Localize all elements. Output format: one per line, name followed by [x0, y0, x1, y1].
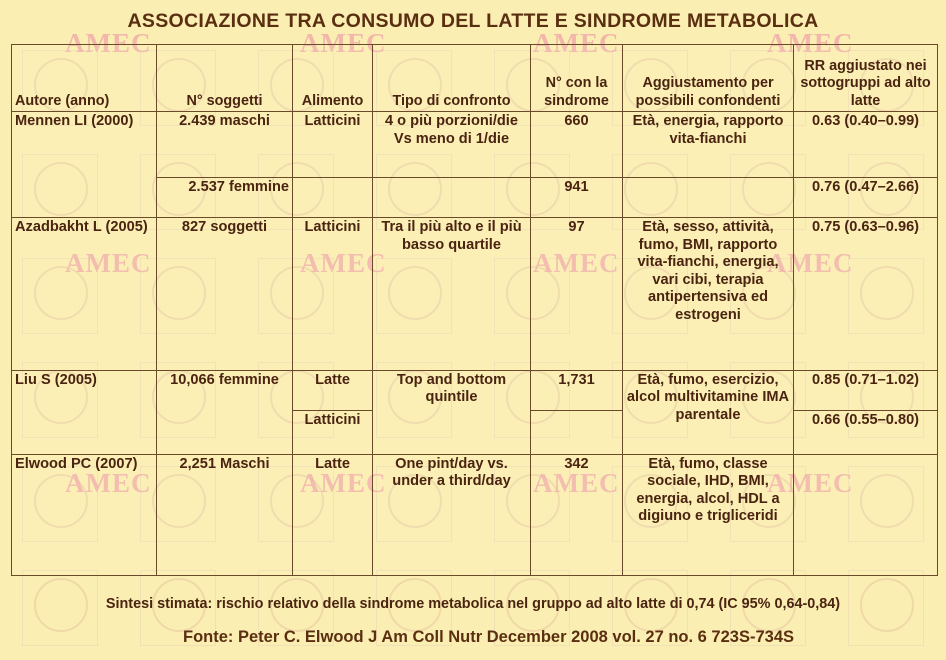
- cell-rr: 0.66 (0.55–0.80): [794, 410, 938, 454]
- source-citation: Fonte: Peter C. Elwood J Am Coll Nutr December 2008 vol. 27 no. 6 723S-734S: [183, 628, 794, 646]
- table-row: [12, 454, 938, 575]
- watermark-logo: AMEC: [767, 468, 854, 498]
- cell-food: Latticini: [293, 410, 373, 454]
- watermark-logo: AMEC: [65, 28, 152, 58]
- header-food: Alimento: [293, 45, 373, 112]
- cell-comparison: One pint/day vs. under a third/day: [373, 454, 531, 575]
- table-header-row: [12, 45, 938, 112]
- cell-rr: 0.85 (0.71–1.02): [794, 370, 938, 410]
- watermark-logo: AMEC: [65, 468, 152, 498]
- cell-food: Latte: [293, 454, 373, 575]
- cell-subjects: 10,066 femmine: [157, 370, 293, 454]
- watermark-logo: AMEC: [767, 248, 854, 278]
- cell-with-syndrome: 660: [531, 112, 623, 178]
- header-comparison: Tipo di confronto: [373, 45, 531, 112]
- header-with-syndrome: N° con la sindrome: [531, 45, 623, 112]
- cell-with-syndrome: 342: [531, 454, 623, 575]
- cell-rr: [794, 454, 938, 575]
- cell-food: Latticini: [293, 218, 373, 370]
- cell-comparison: Tra il più alto e il più basso quartile: [373, 218, 531, 370]
- header-rr: RR aggiustato nei sottogruppi ad alto latte: [794, 45, 938, 112]
- watermark-logo: AMEC: [65, 248, 152, 278]
- cell-rr: 0.76 (0.47–2.66): [794, 178, 938, 218]
- table-row: [12, 370, 938, 410]
- cell-with-syndrome: [531, 410, 623, 454]
- cell-subjects: 827 soggetti: [157, 218, 293, 370]
- cell-with-syndrome: 97: [531, 218, 623, 370]
- cell-subjects: 2.537 femmine: [157, 178, 293, 218]
- cell-food: [293, 178, 373, 218]
- header-author: Autore (anno): [12, 45, 157, 112]
- page-title: ASSOCIAZIONE TRA CONSUMO DEL LATTE E SINDROME METABOLICA: [127, 10, 819, 32]
- cell-with-syndrome: 941: [531, 178, 623, 218]
- cell-adjustment: [623, 178, 794, 218]
- watermark-logo: AMEC: [300, 28, 387, 58]
- table-row: [12, 218, 938, 370]
- watermark-logo: AMEC: [533, 248, 620, 278]
- cell-author: Elwood PC (2007): [12, 454, 157, 575]
- cell-comparison: 4 o più porzioni/die Vs meno di 1/die: [373, 112, 531, 178]
- cell-subjects: 2.439 maschi: [157, 112, 293, 178]
- cell-subjects: 2,251 Maschi: [157, 454, 293, 575]
- watermark-logo: AMEC: [300, 468, 387, 498]
- cell-author: Azadbakht L (2005): [12, 218, 157, 370]
- cell-food: Latticini: [293, 112, 373, 178]
- cell-with-syndrome: 1,731: [531, 370, 623, 410]
- cell-food: Latte: [293, 370, 373, 410]
- cell-rr: 0.75 (0.63–0.96): [794, 218, 938, 370]
- watermark-logo: AMEC: [533, 468, 620, 498]
- cell-adjustment: Età, fumo, classe sociale, IHD, BMI, energia, alcol, HDL a digiuno e trigliceridi: [623, 454, 794, 575]
- cell-rr: 0.63 (0.40–0.99): [794, 112, 938, 178]
- cell-comparison: Top and bottom quintile: [373, 370, 531, 454]
- cell-adjustment: Età, fumo, esercizio, alcol multivitamine IMA parentale: [623, 370, 794, 454]
- header-subjects: N° soggetti: [157, 45, 293, 112]
- table-row: [12, 112, 938, 178]
- summary-text: Sintesi stimata: rischio relativo della sindrome metabolica nel gruppo ad alto latte di 0,74 (IC 95% 0,64-0,84): [105, 596, 841, 612]
- cell-comparison: [373, 178, 531, 218]
- cell-adjustment: Età, energia, rapporto vita-fianchi: [623, 112, 794, 178]
- watermark-logo: AMEC: [533, 28, 620, 58]
- data-table: [11, 44, 938, 576]
- cell-author: Mennen LI (2000): [12, 112, 157, 218]
- cell-author: Liu S (2005): [12, 370, 157, 454]
- watermark-logo: AMEC: [300, 248, 387, 278]
- cell-adjustment: Età, sesso, attività, fumo, BMI, rapporto vita-fianchi, energia, vari cibi, terapia antipertensiva ed estrogeni: [623, 218, 794, 370]
- header-adjustment: Aggiustamento per possibili confondenti: [623, 45, 794, 112]
- watermark-logo: AMEC: [767, 28, 854, 58]
